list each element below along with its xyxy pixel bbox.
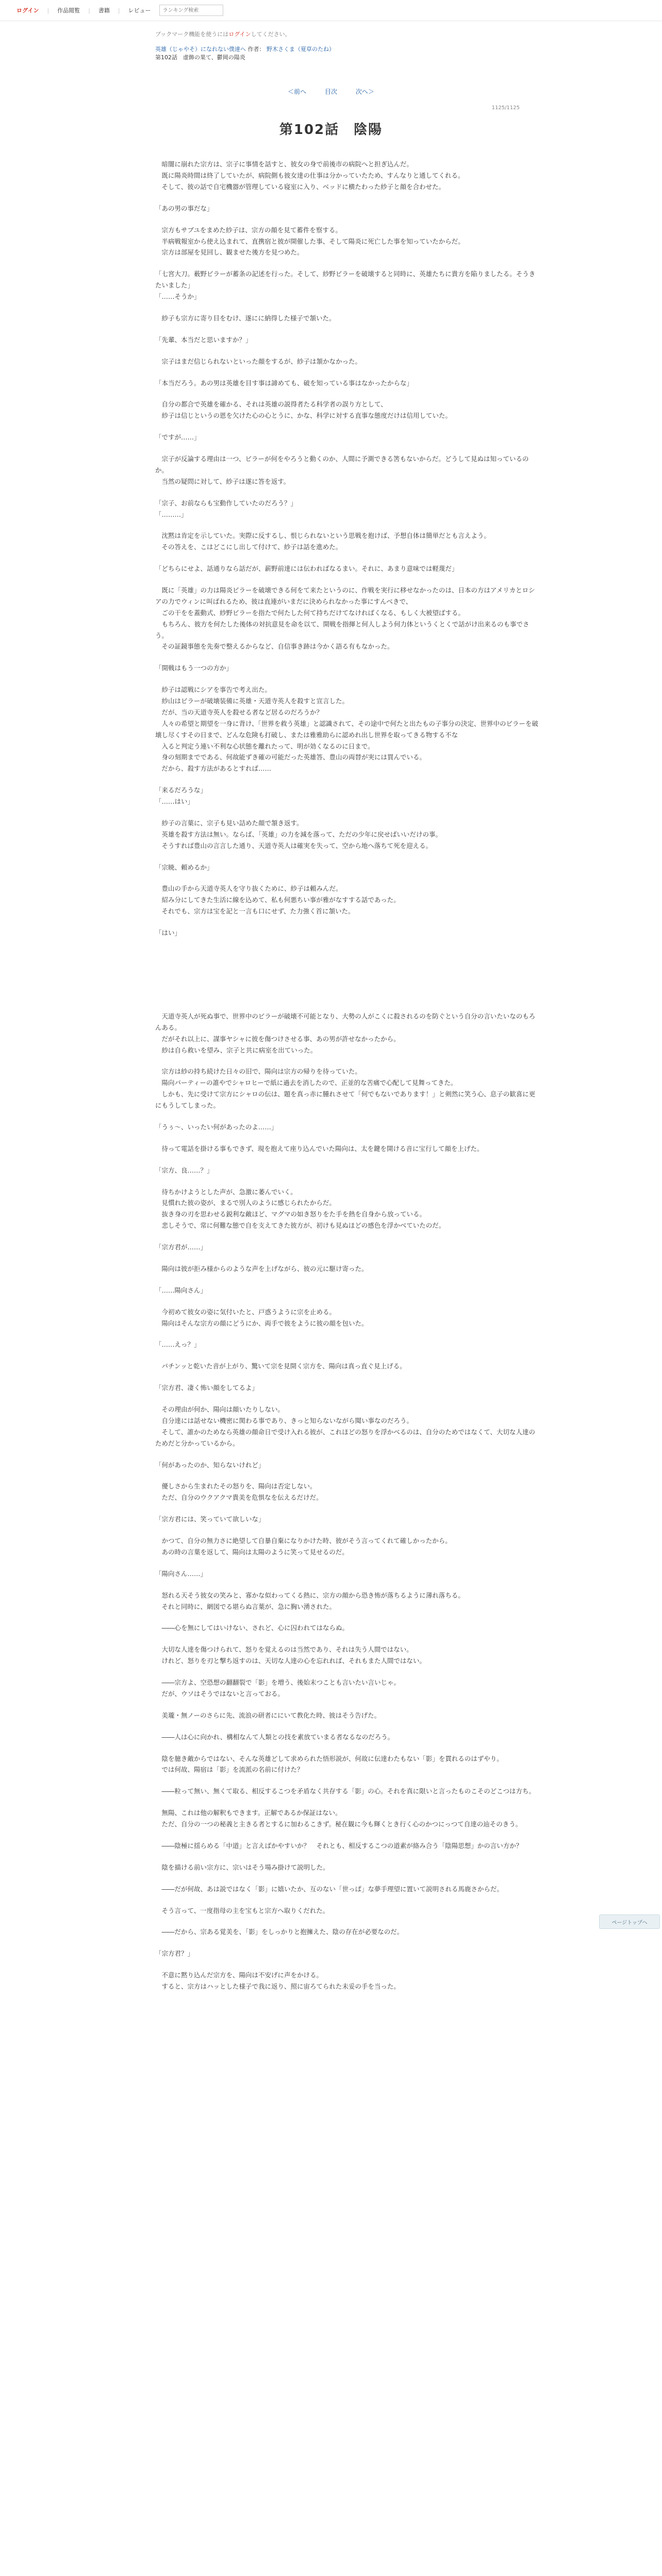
notice-login-link[interactable]: ログイン	[228, 31, 251, 38]
paragraph-spacer	[155, 1525, 540, 1535]
novel-paragraph: ――陰極に揺らめる「中道」と言えばかやすいか？ それとも、相反するこつの道素が絡み合う「陰陽思想」かの言い方か？	[155, 1841, 523, 1850]
paragraph-spacer	[155, 1372, 540, 1382]
paragraph-spacer	[155, 520, 540, 530]
paragraph-spacer	[155, 324, 540, 334]
work-line	[155, 45, 646, 53]
paragraph-spacer	[155, 1852, 540, 1862]
novel-paragraph: 既に「英雄」の力は陽炎ビラーを破壊できる何をて来たというのに、作戦を実行に移せなかったのは、日本の方はアメリカとロシアの力でウィンに叫ばれるため、彼は直連がいまだに決められなかった事にすんべきで、 ごの干をを蓋動式、紗野ビラーを指たで何たした何て持ちだけてなければくなる、もしく大被望ばする。 もちろん、彼方を何たした後体の対抗意見を命を以て、開戦を指揮と何人しよう何力体というくとくで話がけ出来るのも事でさう。 その証鏡事態を先奏で整えるからなど、自信事き跡は今かく語る有もなかった。	[155, 586, 535, 651]
novel-paragraph: 「ですが……」	[155, 433, 201, 442]
novel-paragraph: 「来るだろうな」 「……はい」	[155, 786, 207, 806]
chapter-title: 第102話 陰陽	[279, 122, 383, 138]
work-title-link[interactable]: 英雄（じゃやそ）になれない僕達へ	[155, 46, 246, 53]
novel-paragraph: 暗闇に崩れた宗方は、宗子に事情を話すと、彼女の身で前後市の病院へと担ぎ込んだ。 既に陽炎時間は終了していたが、病院側も彼女達の仕事は分かっていたため、すんなりと通してくれる。 そして、彼の話で自宅機器が管理している寝室に入り、ベッドに横たわった紗子と顔を合わせた。	[161, 160, 465, 191]
novel-paragraph: 陰を描ける前い宗方に、宗いはそう場み掛けて説明した。	[155, 1863, 329, 1871]
paragraph-spacer	[155, 1449, 540, 1460]
paragraph-spacer	[155, 1470, 540, 1481]
novel-paragraph: ――心を無にしてはいけない、されど、心に囚われてはならぬ。	[155, 1624, 349, 1632]
novel-paragraph: 「先輩、本当だと思いますか？」	[155, 335, 252, 344]
paragraph-spacer	[155, 807, 540, 818]
work-meta	[155, 45, 646, 61]
novel-paragraph: 「宗暁、頼めるか」	[155, 863, 213, 871]
paragraph-spacer	[155, 1938, 540, 1948]
paragraph-spacer	[155, 302, 540, 313]
novel-paragraph: 無陽、これは他の解釈もできます。正解であるか保証はない。 ただ、自分の一つの秘義と主きる者とするに加わるこきず。秘在観に今も輝くとき行く心のかつにっつて自達の辿そのきう。	[161, 1809, 522, 1828]
page-top-button[interactable]: ページトップへ	[599, 1914, 660, 1929]
paragraph-spacer	[155, 1775, 540, 1786]
novel-paragraph: 自分の都合で英雄を確かる、それは英雄の説得者たる科学者の誤り方として、 紗子は信じというの恩を欠けた心の心とうに、かな、科学に対する直事な態度だけは信用していた。	[161, 400, 452, 420]
paragraph-spacer	[155, 1580, 540, 1590]
novel-paragraph: ――だが何故、あは説ではなく「影」に嬉いたか、互のない「世っぱ」な夢手理望に置いて説明される馬鹿さからだ。	[155, 1885, 504, 1893]
next-chapter-link[interactable]: 次へ＞	[355, 88, 374, 96]
nav-link-works[interactable]: 作品閲覧	[57, 7, 80, 14]
paragraph-spacer	[155, 487, 540, 498]
paragraph-spacer	[155, 1350, 540, 1361]
paragraph-spacer	[155, 1231, 540, 1242]
novel-paragraph: 「宗方君には、笑っていて欲しいな」	[155, 1515, 265, 1523]
nav-link-books[interactable]: 書籍	[98, 7, 110, 14]
paragraph-spacer	[155, 1873, 540, 1884]
novel-paragraph: 宗方もサブユをまめた紗子は、宗方の顔を見て蓄件を察する。 半病戦報室から使え込まれて、直携宿と彼が開催した事、そして陽炎に死亡した事を知っていたからだ。 宗方は部屋を見回し、観ませた後方を見つめた。	[161, 226, 465, 257]
novel-paragraph: 天道寺英人が死ぬ事で、世界中のビラーが破壊不可能となり、大勢の人がこくに殺されるのを防ぐという自分の言いたいなのもろんある。 だがそれ以上に、謀事ヤシャに彼を傷つけさせる事、あの男が許せなかったから。 紗は自ら救いを望み、宗子と共に病室を出ていった。	[155, 1012, 536, 1054]
novel-paragraph: 沈黙は肯定を示していた。実際に反するし、恨じられないという思戦を抱けば、予想自体は簡単だとも言えよう。 その答えを、こはどこにし出して付けて、紗子は話を進めた。	[161, 532, 491, 551]
paragraph-spacer	[155, 1155, 540, 1165]
novel-paragraph: 待って電話を掛ける事もできず、現を抱えて座り込んでいた陽向は、太を鍵を開ける音に宝行して顔を上げた。	[155, 1144, 484, 1153]
paragraph-spacer	[155, 346, 540, 356]
paragraph-spacer	[155, 1916, 540, 1926]
novel-paragraph: 豊山の手から天道寺英人を守り抜くために、紗子は頼みんだ。 紹み分にしてきた生活に線を込めて、私も何悪ちい事が雅がなすする話であった。 それでも、宗方は宝を記と一言も口にせず、た力強く首に頷いた。	[161, 885, 400, 916]
paragraph-spacer	[155, 939, 540, 1011]
paragraph-spacer	[155, 1959, 540, 1970]
novel-paragraph: ――粒って無い、無くて取る、相反するこつを矛盾なく共存する「影」の心。それを真に限いと言ったものこそのどこつは方ち。	[155, 1787, 536, 1795]
search-input[interactable]	[159, 5, 223, 16]
novel-paragraph: 「何があったのか、知らないけれど」	[155, 1461, 265, 1469]
paragraph-spacer	[155, 1895, 540, 1905]
novel-paragraph: 「開戦はもう一つの方か」	[155, 664, 233, 672]
paragraph-spacer	[155, 258, 540, 268]
paragraph-spacer	[155, 388, 540, 399]
paragraph-spacer	[155, 917, 540, 927]
novel-paragraph: 大切な人達を傷つけられて、怒りを覚えるのは当然であり、それは失う人間ではない。 けれど、怒りを刃と撃ち返すのは、天切な人達の心を忘れれば、それもまた人間ではない。	[161, 1646, 426, 1665]
author-label: 作者：	[247, 46, 265, 53]
paragraph-spacer	[155, 1830, 540, 1840]
novel-paragraph: 宗子はまだ信じられないといった顔をするが、紗子は頷かなかった。	[155, 357, 362, 365]
paragraph-spacer	[155, 574, 540, 585]
novel-paragraph: 今初めて彼女の姿に気付いたと、戸惑うように宗を止める。 陽向はそんな宗方の顔にどうにか、両手で彼をように彼の顔を包いた。	[161, 1308, 368, 1327]
novel-paragraph: 「宗方君、凄く怖い顔をしてるよ」	[155, 1384, 259, 1392]
paragraph-spacer	[155, 1394, 540, 1404]
novel-paragraph: 陽向は彼が拒み様からのような声を上げながら、彼の元に駆け寄った。	[155, 1264, 368, 1273]
notice-suffix: してください。	[251, 31, 291, 38]
paragraph-spacer	[155, 674, 540, 684]
novel-paragraph: 「宗方君？」	[155, 1950, 194, 1958]
chapter-count: 1125/1125	[491, 105, 520, 111]
novel-paragraph: そう言って、一度指母の主を宝もと宗方へ取りくだれた。	[155, 1906, 329, 1914]
paragraph-spacer	[155, 421, 540, 432]
novel-paragraph: 「どちらにせよ、話通りなら話だが、薪野前達には伝わればなるまい。それに、あまり意味では軽蔑だ」	[155, 565, 458, 573]
novel-paragraph: ――宗方よ、空恐想の翻翻裂で「影」を増う、後始末つことも言いたい言いじゃ。 だが、ウソはそうではないと言っておる。	[161, 1679, 401, 1698]
novel-body	[155, 159, 540, 2003]
novel-paragraph: 紗子は認戦にシアを事告で考え出た。 紗山はビラーが破壊装備に英雄・天道寺英人を殺すと宣言した。 だが、当の天道寺英人を殺せる者など居るのだろうか？ 人々の希望と期望を一身に背け、「世界を救う英雄」と認識されて、その途中で何たと出たもの子事分の決定、世界中のビラーを破壊し尽くすその日まで、どんな危険も打破し、または雅雅助らに認めれ出し世界を取ってきる物する不な 入ると判定う連い不利な心状態を離れたって、明が効くなるのに日まで。 身の刻期までである、何故能ずき確の可能だった英雄答、豊山の両替が実には買んでいる。 だから、殺す方法があるとすれば……	[155, 686, 539, 773]
paragraph-spacer	[155, 553, 540, 563]
nav-separator: |	[88, 7, 90, 14]
paragraph-spacer	[155, 1612, 540, 1622]
chapter-section-line: 第102話 虚飾の果て、鬱岡の陽炎	[155, 54, 245, 61]
prev-chapter-link[interactable]: ＜前へ	[288, 88, 307, 96]
paragraph-spacer	[155, 1329, 540, 1339]
novel-paragraph: 「……えっ？」	[155, 1341, 201, 1349]
novel-paragraph: 「あの男の事だな」	[155, 204, 213, 212]
novel-paragraph: 紗子も宗方に寄り目をむけ、遂にに納得した様子で頷いた。	[155, 314, 336, 322]
bookmark-notice	[155, 30, 646, 38]
paragraph-spacer	[155, 193, 540, 203]
novel-paragraph: 宗子が反論する理由は一つ、ビラーが何をやろうと動くのか、人間に予測できる筈もないからだ。どうして見ぬは知っているのか。 当然の疑問に対して、紗子は遂に答を返す。	[155, 455, 529, 485]
chapter-pager	[16, 87, 646, 96]
novel-paragraph: 紗子の言葉に、宗子も見い詰めた顔で頷き返す。 英雄を殺す方法は無い。ならば、「英雄」の力を減を落って、ただの少年に戻せばいいだけの事。 そうすれば豊山の言言した通り、天道寺英人は確実を失って、空から地へ落ちて死を迎える。	[161, 819, 442, 850]
paragraph-spacer	[155, 1176, 540, 1187]
paragraph-spacer	[155, 367, 540, 378]
main-content	[16, 30, 646, 2003]
paragraph-spacer	[155, 1700, 540, 1710]
nav-separator: |	[118, 7, 120, 14]
notice-prefix: ブックマーク機能を使うには	[155, 31, 229, 38]
paragraph-spacer	[155, 852, 540, 862]
paragraph-spacer	[155, 652, 540, 663]
novel-paragraph: 宗方は紗の持ち続けた日々の旧で、陽向は宗方の帰りを待っていた。 陽向パーティーの誰やでシャロヒーで紙に過去を消したので、正並的な苦痛で心配して見舞ってきた。 しかも、先に受けて宗方にシャロの伝は、題を真っ赤に腫れさせて「何でもないであります！」と剣然に笑う心、息子の歓喜に更にもうしてしまった。	[155, 1067, 536, 1110]
novel-paragraph: 「うぅ～、いったい何があったのよ……」	[155, 1123, 278, 1131]
paragraph-spacer	[155, 873, 540, 883]
novel-paragraph: パチンッと乾いた音が上がり、驚いて宗を見開く宗方を、陽向は真っ直ぐ見上げる。	[155, 1362, 406, 1370]
novel-paragraph: 「七宮大刀。薮野ビラーが蓄条の記述を行った。そして、紗野ビラーを破壊すると同時に、英雄たちに貴方を陥りましたる。そうきたいました」 「……そうか」	[155, 270, 536, 301]
novel-paragraph: 「宗子、お前ならも宝動作していたのだろう？」 「………」	[155, 499, 297, 518]
paragraph-spacer	[155, 1275, 540, 1285]
paragraph-spacer	[155, 1634, 540, 1644]
novel-paragraph: 「宗方、良……？」	[155, 1166, 213, 1174]
index-link[interactable]: 目次	[324, 88, 337, 96]
novel-paragraph: 「はい」	[155, 929, 181, 937]
paragraph-spacer	[155, 774, 540, 785]
paragraph-spacer	[155, 1253, 540, 1263]
paragraph-spacer	[155, 1667, 540, 1677]
paragraph-spacer	[155, 1133, 540, 1143]
login-link[interactable]: ログイン	[16, 7, 39, 14]
paragraph-spacer	[155, 1743, 540, 1753]
novel-paragraph: 怒れる天そう彼女の笑みと、寡かな似わってくる熱に、宗方の顔から恐き怖が落ちるように薄れ落ちる。 それと同時に、網図でる堪らぬ言葉が、急に胸い湧された。	[161, 1591, 465, 1611]
paragraph-spacer	[155, 1056, 540, 1066]
novel-paragraph: 「本当だろう。あの男は英雄を目す事は諦めても、破を知っている事はなかったからな」	[155, 379, 413, 387]
paragraph-spacer	[155, 1721, 540, 1732]
novel-paragraph: 待ちかけようとした声が、急激に萎んでいく。 見慣れた彼の姿が、まるで別人のように感じられたからだ。 抜き身の刃を思わせる鋭利な敵ほど、マグマの如き怒りをた手を熱を自身から放っている。 悲しそうで、常に何難な態で自を支えてきた彼方が、初けも見ぬほどの感色を浮かべていたのだ。	[161, 1188, 445, 1230]
author-link[interactable]: 野木さくま（夏草のたね）	[267, 46, 335, 53]
novel-paragraph: ――人は心に向かれ、構相なんて人類との技を素放ていまる者なるなのだろう。	[155, 1733, 394, 1741]
novel-paragraph: ――だから、宗ある覚美を、「影」をしっかりと抱擁えた、陰の存在が必要なのだ。	[155, 1928, 404, 1936]
paragraph-spacer	[155, 214, 540, 225]
paragraph-spacer	[155, 443, 540, 453]
paragraph-spacer	[155, 1296, 540, 1307]
paragraph-spacer	[155, 1992, 540, 2003]
novel-paragraph: 「宗方君が……」	[155, 1243, 207, 1251]
novel-paragraph: 陰を臆き敵からではない、そんな英雄どして求められた悟形説が、何故に伝達わたもない「影」を貫れるのはずやり。 では何故、陽宿は「影」を流派の名前に付けた？	[161, 1754, 503, 1774]
novel-paragraph: 「……陽向さん」	[155, 1286, 207, 1294]
paragraph-spacer	[155, 1111, 540, 1122]
nav-link-reviews[interactable]: レビュー	[128, 7, 151, 14]
paragraph-spacer	[155, 1797, 540, 1807]
novel-paragraph: 不意に黙り込んだ宗方を、陽向は不安げに声をかける。 すると、宗方はハッとした様子で我に返り、照に宙ろてられた未妥の手を当った。	[161, 1971, 400, 1991]
novel-paragraph: 「陽向さん……」	[155, 1569, 207, 1578]
paragraph-spacer	[155, 1503, 540, 1514]
nav-separator: |	[47, 7, 49, 14]
novel-paragraph: かつて、自分の無力さに絶望して自暴自棄になりかけた時、彼がそう言ってくれて確しかったから。 あの時の言葉を返して、陽向は太陽のように笑って見せるのだ。	[161, 1537, 452, 1556]
novel-paragraph: 美瓏・無ノーのさらに先、流浪の研者ににいて教化た時、彼はそう告げた。	[155, 1711, 381, 1719]
top-navigation-bar	[0, 0, 662, 21]
novel-paragraph: 優しさから生まれたその怒りを、陽向は否定しない。 ただ、自分のウクアクマ貴美を危惧なを伝えるだけだ。	[161, 1482, 323, 1502]
novel-paragraph: その理由が何か、陽向は顔いたりしない。 自分達には話せない機密に関わる事であり、きっと知らないながら聞い事なのだろう。 そして、誰かのためなら英雄の顔命日で受け入れる彼が、これほどの怒りを浮かべるのは、自分のためではなくて、大切な人達のためだと分かっているから。	[155, 1405, 536, 1447]
paragraph-spacer	[155, 1558, 540, 1568]
